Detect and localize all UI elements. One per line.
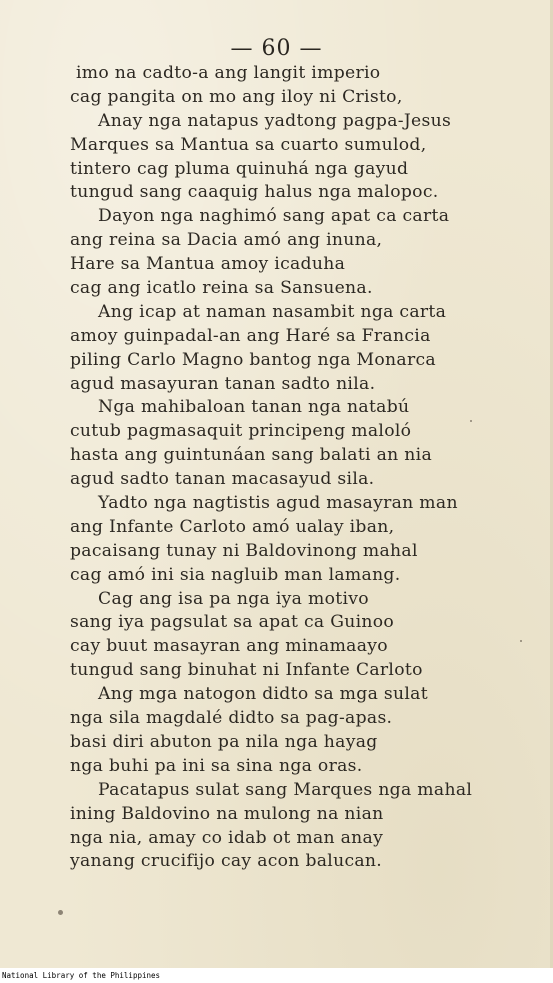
text-line: Ang icap at naman nasambit nga carta <box>98 301 447 322</box>
text-line: hasta ang guintunáan sang balati an nia <box>70 445 433 466</box>
text-line: Dayon nga naghimó sang apat ca carta <box>98 206 450 227</box>
text-line: Anay nga natapus yadtong pagpa-Jesus <box>98 110 452 131</box>
text-line: Hare sa Mantua amoy icaduha <box>70 254 346 275</box>
page-number: — 60 — <box>230 36 323 61</box>
ink-spot <box>58 910 63 915</box>
text-line: Cag ang isa pa nga iya motivo <box>98 588 369 609</box>
text-line: imo na cadto-a ang langit imperio <box>76 63 381 83</box>
text-line: tintero cag pluma quinuhá nga gayud <box>70 158 409 179</box>
text-line: Ang mga natogon didto sa mga sulat <box>98 684 428 705</box>
ink-spot <box>520 640 522 642</box>
text-line: Marques sa Mantua sa cuarto sumulod, <box>70 134 427 155</box>
text-line: Pacatapus sulat sang Marques nga mahal <box>98 779 473 800</box>
text-line: nga sila magdalé didto sa pag-apas. <box>70 708 393 729</box>
text-line: tungud sang binuhat ni Infante Carloto <box>70 660 423 681</box>
text-line: cutub pagmasaquit principeng maloló <box>70 421 412 442</box>
poem-text <box>70 62 540 874</box>
text-line: basi diri abuton pa nila nga hayag <box>70 731 378 752</box>
text-line: piling Carlo Magno bantog nga Monarca <box>70 349 436 370</box>
text-line: cag pangita on mo ang iloy ni Cristo, <box>70 86 403 107</box>
text-line: Nga mahibaloan tanan nga natabú <box>98 397 410 418</box>
text-line: ining Baldovino na mulong na nian <box>70 803 384 824</box>
text-line: Yadto nga nagtistis agud masayran man <box>98 493 458 514</box>
library-credit: National Library of the Philippines <box>0 968 553 983</box>
text-line: nga buhi pa ini sa sina nga oras. <box>70 755 363 776</box>
text-line: agud masayuran tanan sadto nila. <box>70 373 376 394</box>
text-line: yanang crucifijo cay acon balucan. <box>70 851 383 872</box>
text-line: cay buut masayran ang minamaayo <box>70 636 388 657</box>
text-line: nga nia, amay co idab ot man anay <box>70 827 384 848</box>
text-line: tungud sang caaquig halus nga malopoc. <box>70 182 439 203</box>
text-line: ang reina sa Dacia amó ang inuna, <box>70 230 383 251</box>
text-line: cag ang icatlo reina sa Sansuena. <box>70 278 373 299</box>
text-line: amoy guinpadal-an ang Haré sa Francia <box>70 325 431 346</box>
text-line: ang Infante Carloto amó ualay iban, <box>70 516 395 537</box>
text-line: cag amó ini sia nagluib man lamang. <box>70 564 401 585</box>
text-line: pacaisang tunay ni Baldovinong mahal <box>70 540 418 561</box>
ink-spot <box>470 420 472 422</box>
text-line: sang iya pagsulat sa apat ca Guinoo <box>70 612 395 633</box>
text-line: agud sadto tanan macasayud sila. <box>70 469 375 490</box>
